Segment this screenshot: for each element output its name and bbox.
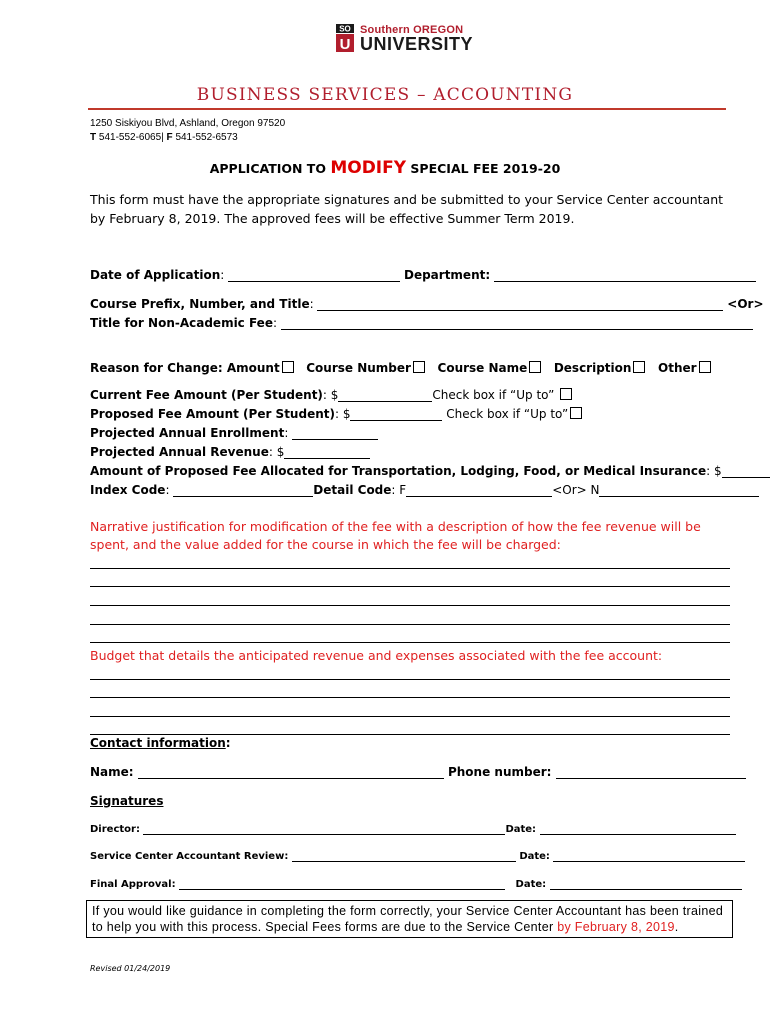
logo-text-top: Southern OREGON [360, 24, 464, 36]
detail-code-f-field[interactable] [406, 484, 552, 497]
budget-text: Budget that details the anticipated revenue and expenses associated with the fee account: [90, 648, 663, 663]
form-title: APPLICATION TO MODIFY SPECIAL FEE 2019-20 [209, 158, 561, 178]
allocated-row: Amount of Proposed Fee Allocated for Transportation, Lodging, Food, or Medical Insurance: $ [90, 464, 770, 478]
course-number-checkbox[interactable] [413, 361, 425, 373]
revenue-row: Projected Annual Revenue: $ [90, 445, 370, 459]
revenue-field[interactable] [284, 446, 370, 459]
index-code-field[interactable] [173, 484, 313, 497]
phone-fax: T 541-552-6065| F 541-552-6573 [90, 132, 238, 143]
title-rule [88, 108, 726, 110]
proposed-fee-field[interactable] [350, 408, 442, 421]
narrative-line[interactable] [90, 642, 730, 644]
current-fee-field[interactable] [338, 389, 432, 402]
final-date-field[interactable] [550, 877, 742, 890]
narrative-line[interactable] [90, 568, 730, 570]
narrative-line[interactable] [90, 624, 730, 626]
detail-code-n-field[interactable] [599, 484, 759, 497]
accountant-signature-field[interactable] [292, 849, 516, 862]
contact-row: Name: Phone number: [90, 765, 746, 779]
narrative-text: Narrative justification for modification of the fee with a description of how the fee revenue will be spent, and the value added for the course in which the fee will be charged: [90, 519, 701, 552]
su-logo-icon [336, 24, 354, 52]
date-field[interactable] [228, 269, 400, 282]
current-fee-row: Current Fee Amount (Per Student): $ Check box if “Up to” [90, 388, 572, 402]
enrollment-row: Projected Annual Enrollment: [90, 426, 378, 440]
director-row: Director: Date: [90, 822, 736, 835]
svg-text:SO: SO [339, 24, 351, 34]
course-field[interactable] [317, 298, 723, 311]
accountant-row: Service Center Accountant Review: Date: [90, 849, 745, 862]
modify-word: MODIFY [330, 158, 407, 178]
proposed-upto-checkbox[interactable] [570, 407, 582, 419]
allocated-field[interactable] [722, 465, 770, 478]
proposed-fee-row: Proposed Fee Amount (Per Student): $ Check box if “Up to” [90, 407, 582, 421]
contact-heading: Contact information: [90, 736, 231, 750]
amount-checkbox[interactable] [282, 361, 294, 373]
current-upto-checkbox[interactable] [560, 388, 572, 400]
name-field[interactable] [138, 766, 444, 779]
university-logo [336, 24, 476, 54]
enrollment-field[interactable] [292, 427, 378, 440]
narrative-line[interactable] [90, 605, 730, 607]
logo-text-bottom: UNIVERSITY [360, 34, 474, 54]
narrative-line[interactable] [90, 586, 730, 588]
other-checkbox[interactable] [699, 361, 711, 373]
reason-row: Reason for Change: Amount Course Number Course Name Description Other [90, 361, 711, 375]
course-name-checkbox[interactable] [529, 361, 541, 373]
date-department-row: Date of Application: Department: [90, 268, 756, 282]
signatures-heading: Signatures [90, 794, 164, 808]
director-date-field[interactable] [540, 822, 736, 835]
page-title: BUSINESS SERVICES – ACCOUNTING [196, 85, 574, 105]
revised-date: Revised 01/24/2019 [90, 964, 171, 973]
final-signature-field[interactable] [179, 877, 505, 890]
svg-text:U: U [339, 36, 351, 52]
address: 1250 Siskiyou Blvd, Ashland, Oregon 97520 [90, 118, 286, 129]
budget-line[interactable] [90, 716, 730, 718]
accountant-date-field[interactable] [553, 849, 745, 862]
phone-field[interactable] [556, 766, 746, 779]
nonacademic-field[interactable] [281, 317, 753, 330]
course-row: Course Prefix, Number, and Title: <Or> [90, 297, 764, 311]
index-code-row: Index Code: Detail Code: F <Or> N [90, 483, 759, 497]
budget-line[interactable] [90, 697, 730, 699]
budget-line[interactable] [90, 679, 730, 681]
department-field[interactable] [494, 269, 756, 282]
nonacademic-row: Title for Non-Academic Fee: [90, 316, 753, 330]
guidance-text: If you would like guidance in completing the form correctly, your Service Center Accountant has been trained to help you with this process. Special Fees forms are due to the Service Center by February 8, 2019. [92, 904, 724, 934]
final-approval-row: Final Approval: Date: [90, 877, 742, 890]
director-signature-field[interactable] [143, 822, 505, 835]
description-checkbox[interactable] [633, 361, 645, 373]
intro-text: This form must have the appropriate signatures and be submitted to your Service Center accountant by February 8, 2019. The approved fees will be effective Summer Term 2019. [90, 192, 724, 226]
